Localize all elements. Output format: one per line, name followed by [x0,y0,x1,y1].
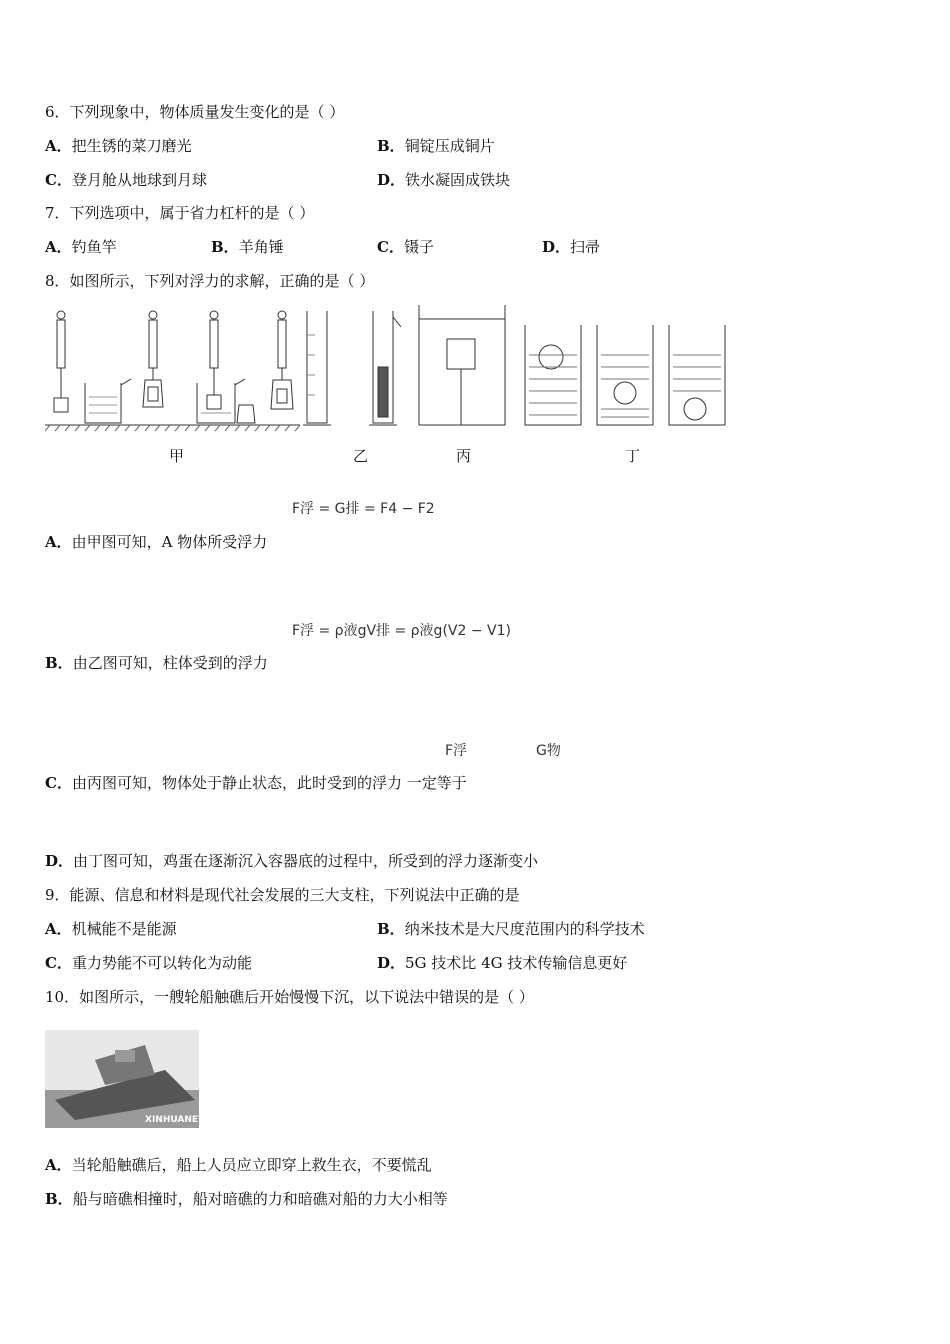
figure-label-jia: 甲 [169,447,185,465]
formula-a: F浮 = G排 = F4 − F2 [292,501,435,517]
q7-option-c: C．镊子 [377,238,434,256]
q7-option-b: B．羊角锤 [211,238,284,256]
q8-option-b: B．由乙图可知，柱体受到的浮力 [45,654,268,672]
buoyancy-figure [45,305,735,475]
sinking-ship-photo [45,1030,199,1128]
q6-option-b: B．铜锭压成铜片 [377,137,495,155]
q10-option-b: B．船与暗礁相撞时，船对暗礁的力和暗礁对船的力大小相等 [45,1190,448,1208]
q9-option-a: A．机械能不是能源 [45,920,177,938]
formula-b: F浮 = ρ液gV排 = ρ液g(V2 − V1) [292,623,511,639]
q6-option-c: C．登月舱从地球到月球 [45,171,207,189]
q9-option-c: C．重力势能不可以转化为动能 [45,954,252,972]
q6-option-a: A．把生锈的菜刀磨光 [45,137,192,155]
q9-option-b: B．纳米技术是大尺度范围内的科学技术 [377,920,645,938]
q6-option-d: D．铁水凝固成铁块 [377,171,511,189]
q9-stem: 9．能源、信息和材料是现代社会发展的三大支柱，下列说法中正确的是 [45,886,520,904]
q7-option-a: A．钓鱼竿 [45,238,117,256]
q7-stem: 7．下列选项中，属于省力杠杆的是（ ） [45,204,315,222]
q8-option-a: A．由甲图可知，A 物体所受浮力 [45,533,268,551]
q7-option-d: D．扫帚 [542,238,601,256]
figure-label-bing: 丙 [456,447,472,465]
formula-c-weight: G物 [536,743,561,759]
q10-stem: 10．如图所示，一艘轮船触礁后开始慢慢下沉，以下说法中错误的是（ ） [45,988,534,1006]
q8-option-c: C．由丙图可知，物体处于静止状态，此时受到的浮力 一定等于 [45,774,467,792]
formula-c-buoyancy: F浮 [445,743,468,759]
q8-option-d: D．由丁图可知，鸡蛋在逐渐沉入容器底的过程中，所受到的浮力逐渐变小 [45,852,539,870]
q8-stem: 8．如图所示，下列对浮力的求解，正确的是（ ） [45,272,375,290]
xinhuanet-watermark: XINHUANET [145,1115,199,1125]
q10-option-a: A．当轮船触礁后，船上人员应立即穿上救生衣，不要慌乱 [45,1156,432,1174]
q6-stem: 6．下列现象中，物体质量发生变化的是（ ） [45,103,345,121]
figure-label-ding: 丁 [625,447,641,465]
q9-option-d: D．5G 技术比 4G 技术传输信息更好 [377,954,628,972]
figure-label-yi: 乙 [353,447,369,465]
